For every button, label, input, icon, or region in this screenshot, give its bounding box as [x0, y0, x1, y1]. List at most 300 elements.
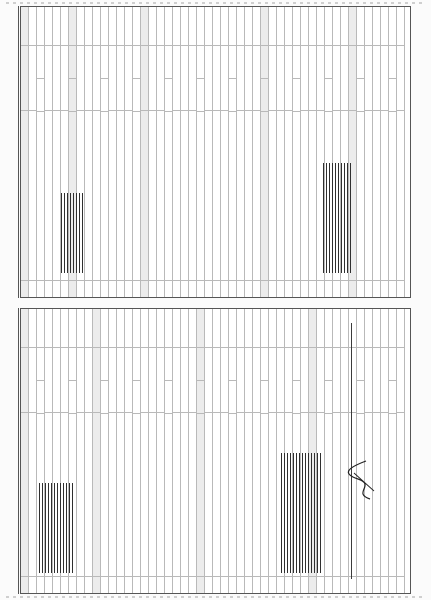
- table-cell: [389, 78, 396, 111]
- table-row: [253, 309, 261, 593]
- table-cell: [213, 576, 220, 593]
- table-cell: [237, 309, 244, 347]
- table-row: [101, 7, 109, 297]
- table-cell: [213, 7, 220, 45]
- table-cell: [197, 347, 204, 380]
- table-row: [133, 309, 141, 593]
- table-cell: [125, 309, 132, 347]
- table-cell: [221, 7, 228, 45]
- table-cell: [229, 45, 236, 78]
- table-cell: [309, 45, 316, 110]
- table-cell: [389, 7, 396, 45]
- table-cell: [93, 347, 100, 412]
- table-cell: [245, 576, 252, 593]
- table-cell: [221, 280, 228, 297]
- table-cell: [141, 7, 148, 45]
- table-cell: [333, 576, 340, 593]
- table-cell: [285, 576, 292, 593]
- table-cell: [341, 576, 348, 593]
- table-cell: [101, 309, 108, 347]
- table-cell: [333, 309, 340, 347]
- table-cell: [357, 309, 364, 347]
- table-cell: [333, 45, 340, 110]
- table-cell: [45, 280, 52, 297]
- table-cell: [61, 280, 68, 297]
- table-cell: [325, 78, 332, 111]
- table-cell: [341, 280, 348, 297]
- table-cell: [333, 280, 340, 297]
- table-cell: [133, 111, 140, 280]
- table-cell: [29, 110, 36, 280]
- table-cell: [45, 309, 52, 347]
- left-page: [6, 308, 425, 594]
- table-cell: [29, 280, 36, 297]
- table-cell: [373, 347, 380, 412]
- table-row: [373, 7, 381, 297]
- table-cell: [181, 7, 188, 45]
- table-cell: [205, 45, 212, 110]
- table-cell: [205, 412, 212, 576]
- table-cell: [253, 309, 260, 347]
- table-cell: [237, 45, 244, 110]
- table-row: [309, 7, 317, 297]
- table-cell: [117, 576, 124, 593]
- table-cell: [117, 309, 124, 347]
- table-cell: [381, 412, 388, 576]
- table-cell: [117, 110, 124, 280]
- table-cell: [141, 576, 148, 593]
- table-cell: [85, 347, 92, 412]
- table-cell: [189, 309, 196, 347]
- table-cell: [157, 45, 164, 110]
- table-cell: [389, 347, 396, 380]
- left-page-header: [6, 308, 19, 594]
- table-row: [285, 7, 293, 297]
- table-cell: [173, 110, 180, 280]
- table-cell: [229, 78, 236, 111]
- table-cell: [333, 412, 340, 576]
- table-cell: [301, 110, 308, 280]
- table-cell: [165, 45, 172, 78]
- table-row: [37, 7, 45, 297]
- table-cell: [189, 347, 196, 412]
- table-cell: [261, 78, 268, 111]
- table-cell: [29, 45, 36, 110]
- table-cell: [357, 78, 364, 111]
- table-cell: [109, 280, 116, 297]
- table-row: [29, 309, 37, 593]
- table-cell: [141, 45, 148, 110]
- right-page-table: [20, 6, 411, 298]
- table-cell: [53, 576, 60, 593]
- table-cell: [133, 380, 140, 413]
- table-cell: [37, 111, 44, 280]
- table-cell: [149, 576, 156, 593]
- table-cell: [157, 7, 164, 45]
- table-cell: [317, 309, 324, 347]
- table-cell: [269, 110, 276, 280]
- table-cell: [277, 347, 284, 412]
- table-cell: [237, 280, 244, 297]
- table-cell: [309, 576, 316, 593]
- table-cell: [325, 347, 332, 380]
- table-cell: [21, 7, 28, 45]
- table-cell: [101, 280, 108, 297]
- table-row: [125, 309, 133, 593]
- table-cell: [357, 111, 364, 280]
- table-cell: [109, 7, 116, 45]
- table-cell: [285, 110, 292, 280]
- table-cell: [285, 347, 292, 412]
- table-cell: [397, 412, 404, 576]
- table-row: [197, 309, 205, 593]
- left-rule: [351, 323, 352, 579]
- table-cell: [253, 347, 260, 412]
- table-cell: [317, 576, 324, 593]
- table-row: [53, 7, 61, 297]
- table-cell: [285, 7, 292, 45]
- table-cell: [381, 110, 388, 280]
- table-cell: [85, 412, 92, 576]
- table-cell: [381, 7, 388, 45]
- table-cell: [237, 7, 244, 45]
- table-cell: [397, 347, 404, 412]
- table-row: [261, 309, 269, 593]
- left-text-block-2: [281, 453, 321, 573]
- table-cell: [349, 7, 356, 45]
- table-cell: [365, 347, 372, 412]
- table-cell: [301, 7, 308, 45]
- table-cell: [165, 347, 172, 380]
- table-cell: [29, 576, 36, 593]
- table-cell: [269, 309, 276, 347]
- table-row: [149, 7, 157, 297]
- table-cell: [221, 45, 228, 110]
- table-cell: [101, 413, 108, 576]
- table-cell: [253, 412, 260, 576]
- table-cell: [341, 347, 348, 412]
- table-cell: [117, 280, 124, 297]
- table-row: [229, 309, 237, 593]
- table-cell: [381, 45, 388, 110]
- table-cell: [69, 280, 76, 297]
- table-cell: [269, 7, 276, 45]
- table-row: [93, 7, 101, 297]
- table-cell: [149, 45, 156, 110]
- table-cell: [149, 347, 156, 412]
- table-cell: [157, 412, 164, 576]
- left-page-footer: [413, 308, 425, 594]
- table-cell: [53, 280, 60, 297]
- table-cell: [205, 280, 212, 297]
- scan-edge-bottom: [6, 596, 425, 598]
- table-cell: [221, 309, 228, 347]
- table-cell: [317, 45, 324, 110]
- table-cell: [189, 576, 196, 593]
- table-cell: [125, 280, 132, 297]
- table-cell: [157, 347, 164, 412]
- table-cell: [293, 280, 300, 297]
- table-cell: [189, 7, 196, 45]
- table-row: [205, 7, 213, 297]
- table-cell: [85, 7, 92, 45]
- table-cell: [373, 280, 380, 297]
- table-cell: [325, 413, 332, 576]
- table-row: [229, 7, 237, 297]
- table-cell: [261, 7, 268, 45]
- table-cell: [61, 45, 68, 110]
- table-cell: [357, 347, 364, 380]
- table-cell: [317, 7, 324, 45]
- table-cell: [245, 347, 252, 412]
- table-row: [85, 309, 93, 593]
- table-cell: [389, 309, 396, 347]
- table-cell: [53, 110, 60, 280]
- table-cell: [69, 7, 76, 45]
- table-cell: [117, 7, 124, 45]
- table-row: [213, 309, 221, 593]
- table-cell: [285, 280, 292, 297]
- table-cell: [229, 309, 236, 347]
- table-cell: [293, 576, 300, 593]
- table-cell: [21, 347, 28, 412]
- table-cell: [261, 347, 268, 380]
- table-cell: [157, 576, 164, 593]
- table-cell: [373, 576, 380, 593]
- right-text-block-2: [321, 163, 351, 273]
- table-cell: [277, 309, 284, 347]
- table-cell: [69, 576, 76, 593]
- table-cell: [205, 347, 212, 412]
- table-cell: [93, 576, 100, 593]
- table-cell: [365, 309, 372, 347]
- table-cell: [349, 45, 356, 110]
- table-cell: [165, 380, 172, 413]
- table-cell: [213, 110, 220, 280]
- table-cell: [149, 309, 156, 347]
- table-cell: [389, 280, 396, 297]
- table-cell: [205, 7, 212, 45]
- table-cell: [253, 280, 260, 297]
- table-cell: [325, 280, 332, 297]
- table-cell: [229, 347, 236, 380]
- table-cell: [109, 110, 116, 280]
- table-cell: [381, 280, 388, 297]
- table-cell: [213, 347, 220, 412]
- table-row: [293, 7, 301, 297]
- table-row: [141, 309, 149, 593]
- table-cell: [21, 412, 28, 576]
- table-cell: [261, 45, 268, 78]
- table-row: [245, 309, 253, 593]
- table-cell: [189, 110, 196, 280]
- table-cell: [333, 7, 340, 45]
- table-row: [221, 7, 229, 297]
- table-cell: [389, 111, 396, 280]
- table-cell: [45, 45, 52, 110]
- table-cell: [301, 576, 308, 593]
- table-cell: [117, 412, 124, 576]
- table-row: [93, 309, 101, 593]
- table-cell: [325, 7, 332, 45]
- table-cell: [397, 280, 404, 297]
- table-cell: [125, 347, 132, 412]
- table-cell: [29, 412, 36, 576]
- table-cell: [365, 45, 372, 110]
- table-cell: [45, 576, 52, 593]
- table-cell: [197, 576, 204, 593]
- table-row: [389, 7, 397, 297]
- table-row: [189, 309, 197, 593]
- table-row: [165, 7, 173, 297]
- table-row: [213, 7, 221, 297]
- table-cell: [357, 280, 364, 297]
- table-cell: [165, 7, 172, 45]
- table-cell: [189, 45, 196, 110]
- table-cell: [293, 45, 300, 78]
- table-cell: [85, 576, 92, 593]
- table-cell: [77, 347, 84, 412]
- table-cell: [181, 110, 188, 280]
- table-row: [117, 7, 125, 297]
- table-cell: [37, 45, 44, 78]
- table-cell: [93, 280, 100, 297]
- table-cell: [253, 7, 260, 45]
- table-cell: [261, 111, 268, 280]
- table-cell: [85, 45, 92, 110]
- table-cell: [101, 7, 108, 45]
- table-cell: [141, 280, 148, 297]
- table-row: [237, 7, 245, 297]
- right-page-header: [6, 6, 19, 298]
- table-row: [197, 7, 205, 297]
- table-cell: [269, 280, 276, 297]
- table-row: [157, 7, 165, 297]
- right-page: [6, 6, 425, 298]
- table-cell: [29, 309, 36, 347]
- table-cell: [309, 280, 316, 297]
- table-cell: [261, 280, 268, 297]
- table-cell: [141, 347, 148, 412]
- table-cell: [277, 576, 284, 593]
- table-row: [133, 7, 141, 297]
- table-cell: [61, 309, 68, 347]
- table-cell: [69, 380, 76, 413]
- table-cell: [293, 111, 300, 280]
- table-cell: [309, 309, 316, 347]
- table-cell: [197, 45, 204, 78]
- table-cell: [29, 7, 36, 45]
- table-row: [269, 309, 277, 593]
- table-cell: [245, 280, 252, 297]
- table-cell: [133, 413, 140, 576]
- table-cell: [237, 110, 244, 280]
- table-cell: [77, 309, 84, 347]
- table-cell: [125, 7, 132, 45]
- table-cell: [109, 412, 116, 576]
- table-cell: [101, 78, 108, 111]
- table-cell: [77, 412, 84, 576]
- table-cell: [189, 280, 196, 297]
- table-cell: [45, 110, 52, 280]
- table-row: [109, 309, 117, 593]
- table-cell: [277, 110, 284, 280]
- table-cell: [213, 280, 220, 297]
- table-cell: [85, 309, 92, 347]
- table-cell: [317, 347, 324, 412]
- table-cell: [133, 78, 140, 111]
- table-cell: [133, 280, 140, 297]
- right-page-footer: [413, 6, 425, 298]
- table-cell: [325, 309, 332, 347]
- table-cell: [21, 576, 28, 593]
- table-row: [301, 7, 309, 297]
- table-cell: [309, 347, 316, 412]
- table-cell: [53, 45, 60, 110]
- table-cell: [109, 45, 116, 110]
- table-cell: [77, 7, 84, 45]
- table-row: [381, 309, 389, 593]
- table-cell: [253, 576, 260, 593]
- table-row: [173, 309, 181, 593]
- table-cell: [309, 7, 316, 45]
- table-cell: [237, 347, 244, 412]
- table-cell: [125, 45, 132, 110]
- table-cell: [277, 280, 284, 297]
- table-cell: [269, 45, 276, 110]
- table-cell: [21, 280, 28, 297]
- table-cell: [221, 347, 228, 412]
- table-row: [221, 309, 229, 593]
- table-cell: [205, 110, 212, 280]
- table-cell: [277, 7, 284, 45]
- table-cell: [373, 7, 380, 45]
- table-cell: [93, 45, 100, 110]
- table-cell: [245, 45, 252, 110]
- table-cell: [61, 576, 68, 593]
- table-row: [149, 309, 157, 593]
- table-cell: [21, 309, 28, 347]
- table-cell: [197, 7, 204, 45]
- table-row: [181, 309, 189, 593]
- table-cell: [149, 280, 156, 297]
- table-cell: [173, 45, 180, 110]
- table-row: [365, 7, 373, 297]
- table-cell: [109, 347, 116, 412]
- table-cell: [37, 380, 44, 413]
- table-row: [101, 309, 109, 593]
- table-cell: [365, 280, 372, 297]
- table-cell: [61, 7, 68, 45]
- table-cell: [125, 576, 132, 593]
- table-cell: [173, 309, 180, 347]
- table-cell: [101, 347, 108, 380]
- table-cell: [181, 412, 188, 576]
- table-cell: [165, 309, 172, 347]
- table-cell: [181, 45, 188, 110]
- table-cell: [317, 280, 324, 297]
- table-cell: [253, 110, 260, 280]
- table-cell: [173, 412, 180, 576]
- table-cell: [189, 412, 196, 576]
- table-cell: [381, 309, 388, 347]
- table-cell: [101, 111, 108, 280]
- table-row: [373, 309, 381, 593]
- table-cell: [325, 576, 332, 593]
- table-cell: [245, 7, 252, 45]
- table-cell: [149, 7, 156, 45]
- table-row: [173, 7, 181, 297]
